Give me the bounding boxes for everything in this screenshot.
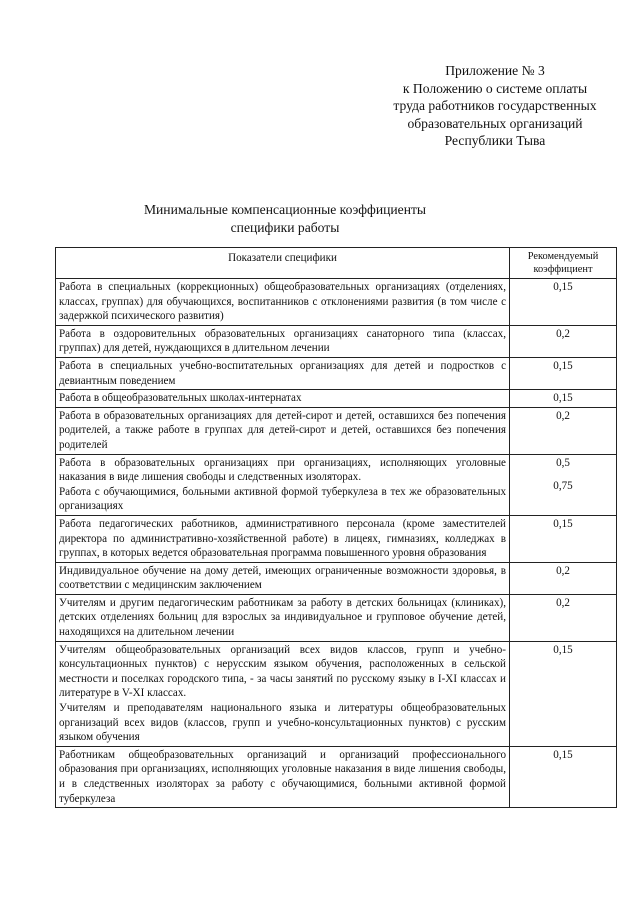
indicator-text: Учителям общеобразовательных организаций всех видов классов, групп и учебно-консультационных пунктов) с нерусским языком обучения, расположенных в сельской местности и поселках городского типа, - за часы занятий по русскому языку в I-XI классах и литературе в V-XI классах.	[59, 643, 506, 700]
table-row	[56, 407, 617, 454]
coefficient-cell	[510, 515, 617, 562]
indicator-text: Работа в образовательных организациях при организациях, исполняющих уголовные наказания в виде лишения свободы и следственных изоляторах.	[59, 456, 506, 484]
indicator-text: Работа в оздоровительных образовательных организациях санаторного типа (классах, группах) для детей, нуждающихся в длительном лечении	[59, 327, 506, 355]
appendix-line: к Положению о системе оплаты	[402, 80, 588, 96]
indicator-text: Учителям и преподавателям национального языка и литературы общеобразовательных организаций всех видов (классов, групп и учебно-консультационных пунктов) с русским языком обучения	[59, 702, 506, 744]
indicator-text: Работа в специальных учебно-воспитательных организациях для детей и подростков с девиантным поведением	[59, 359, 506, 387]
coefficient-value: 0,15	[553, 281, 573, 293]
coefficient-value: 0,2	[556, 596, 570, 609]
coefficient-value: 0,2	[556, 564, 570, 577]
indicator-text: Работникам общеобразовательных организаций и организаций профессионального образования при организациях, исполняющих уголовные наказания в виде лишения свободы, и в следственных изоляторах за работу с обучающимися, больными активной формой туберкулеза	[59, 748, 506, 805]
indicator-cell	[56, 357, 510, 389]
table-row	[56, 562, 617, 594]
coefficient-cell	[510, 325, 617, 357]
title-line: Минимальные компенсационные коэффициенты	[143, 202, 427, 217]
appendix-line: Приложение № 3	[445, 63, 545, 78]
coefficient-value: 0,15	[553, 392, 573, 405]
indicator-text: Работа в образовательных организациях для детей-сирот и детей, оставшихся без попечения родителей, а также работе в группах для детей-сирот и детей, оставшихся без попечения родителей	[59, 409, 506, 451]
coefficient-value: 0,2	[556, 409, 570, 422]
table-row	[56, 279, 617, 326]
header-coefficient	[510, 248, 617, 279]
document-title	[140, 201, 430, 236]
coefficient-value: 0,5	[556, 456, 570, 469]
table-row	[56, 454, 617, 515]
table-row	[56, 390, 617, 408]
header-coefficient-line: коэффициент	[533, 263, 593, 275]
indicator-cell	[56, 562, 510, 594]
indicator-text: Учителям и другим педагогическим работникам за работу в детских больницах (клиниках), детских отделениях больниц для взрослых за индивидуальное и групповое обучение детей, находящихся на длительном лечении	[59, 596, 506, 639]
coefficient-cell	[510, 746, 617, 807]
appendix-line: образовательных организаций	[407, 115, 583, 131]
header-indicators: Показатели специфики	[56, 248, 510, 279]
coefficient-cell	[510, 594, 617, 641]
coefficient-value: 0,15	[553, 643, 573, 656]
indicator-cell	[56, 641, 510, 746]
appendix-line: Республики Тыва	[444, 133, 546, 148]
coefficient-cell	[510, 279, 617, 326]
indicator-text: Индивидуальное обучение на дому детей, имеющих ограниченные возможности здоровья, в соответствии с медицинским заключением	[59, 564, 506, 592]
indicator-cell	[56, 407, 510, 454]
header-coefficient-line: Рекомендуемый	[527, 251, 599, 262]
coefficient-spacer	[513, 470, 613, 479]
table-row	[56, 746, 617, 807]
indicator-cell	[56, 279, 510, 326]
indicator-cell	[56, 594, 510, 641]
table-row	[56, 594, 617, 641]
table-row	[56, 515, 617, 562]
appendix-reference	[360, 62, 630, 150]
indicator-cell	[56, 390, 510, 408]
indicator-text: Работа в специальных (коррекционных) общеобразовательных организациях (отделениях, классах, группах) для обучающихся, воспитанников с отклонениями развития (в том числе с задержкой психического развития)	[59, 281, 506, 323]
indicator-cell	[56, 325, 510, 357]
table-row	[56, 641, 617, 746]
indicator-text: Работа в общеобразовательных школах-интернатах	[59, 392, 302, 405]
coefficient-cell	[510, 357, 617, 389]
table-row	[56, 357, 617, 389]
table-row	[56, 325, 617, 357]
appendix-line: труда работников государственных	[393, 98, 597, 113]
coefficient-value: 0,15	[553, 517, 573, 530]
coefficient-cell	[510, 562, 617, 594]
coefficient-value: 0,15	[553, 748, 573, 761]
table-header-row	[56, 248, 617, 279]
indicator-text: Работа с обучающимися, больными активной формой туберкулеза в тех же образовательных организациях	[59, 485, 506, 513]
coefficient-cell	[510, 407, 617, 454]
table-body	[56, 279, 617, 808]
indicator-cell	[56, 515, 510, 562]
indicator-cell	[56, 454, 510, 515]
title-line: специфики работы	[230, 219, 340, 235]
coefficient-value: 0,75	[553, 480, 573, 493]
coefficient-value: 0,2	[556, 327, 570, 340]
coefficient-cell	[510, 390, 617, 408]
coefficient-value: 0,15	[553, 359, 573, 372]
indicator-cell	[56, 746, 510, 807]
coefficients-table	[55, 247, 617, 808]
coefficient-cell	[510, 454, 617, 515]
indicator-text: Работа педагогических работников, административного персонала (кроме заместителей директора по административно-хозяйственной работе) в лицеях, гимназиях, колледжах в группах, в которых ведется образовательная программа повышенного уровня образования	[59, 517, 506, 560]
coefficient-cell	[510, 641, 617, 746]
